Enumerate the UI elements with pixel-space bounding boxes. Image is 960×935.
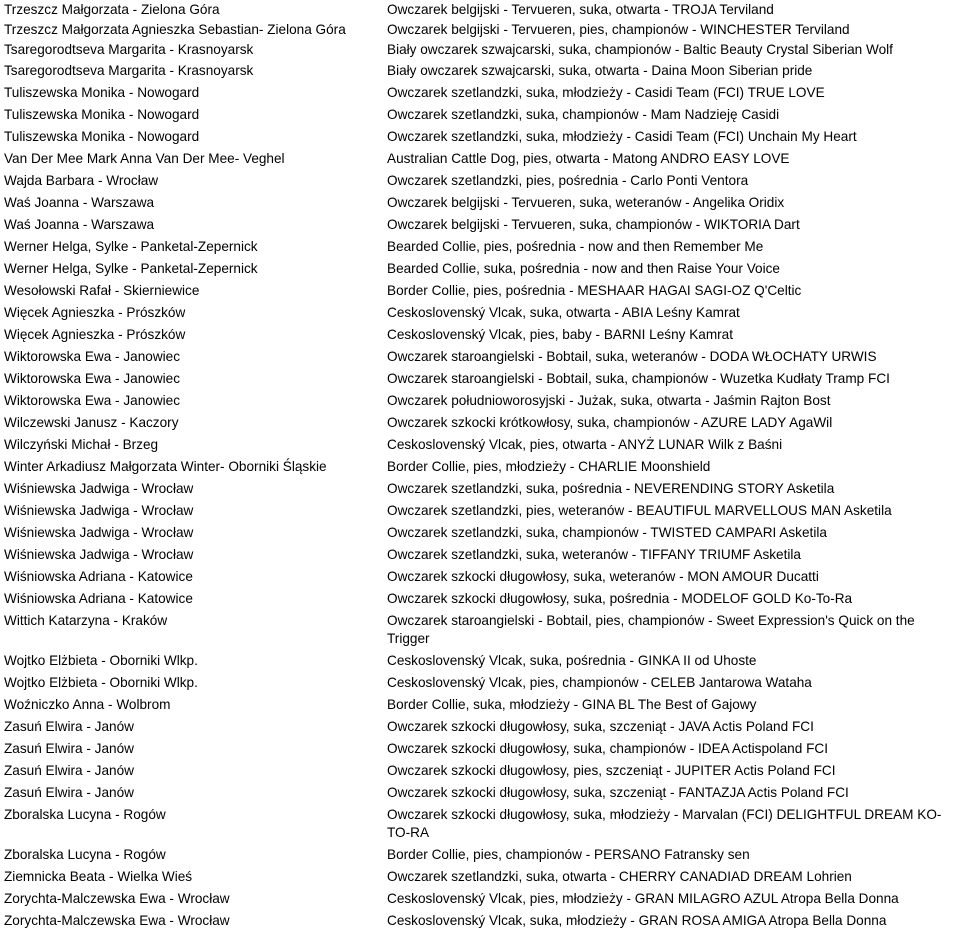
- owner-name: Tuliszewska Monika - Nowogard: [4, 107, 200, 122]
- dog-entry: Biały owczarek szwajcarski, suka, championów - Baltic Beauty Crystal Siberian Wolf: [387, 42, 893, 57]
- dog-entry: Owczarek szkocki długowłosy, suka, młodzieży - Marvalan (FCI) DELIGHTFUL DREAM KO-TO-RA: [387, 807, 942, 840]
- dog-entry: Owczarek belgijski - Tervueren, suka, otwarta - TROJA Terviland: [387, 2, 774, 17]
- list-item: [0, 0, 960, 20]
- dog-entry: Bearded Collie, suka, pośrednia - now and then Raise Your Voice: [387, 261, 780, 276]
- dog-entry: Owczarek szetlandzki, suka, młodzieży - Casidi Team (FCI) Unchain My Heart: [387, 129, 857, 144]
- dog-entry: Ceskoslovenský Vlcak, pies, baby - BARNI Leśny Kamrat: [387, 327, 734, 342]
- dog-entry: Border Collie, suka, młodzieży - GINA BL The Best of Gajowy: [387, 697, 757, 712]
- list-item: [0, 738, 960, 760]
- dog-entry: Owczarek szetlandzki, pies, pośrednia - Carlo Ponti Ventora: [387, 173, 749, 188]
- list-item: [0, 694, 960, 716]
- owner-name: Wiśniewska Jadwiga - Wrocław: [4, 525, 194, 540]
- list-item: [0, 324, 960, 346]
- list-item: [0, 302, 960, 324]
- list-item: [0, 126, 960, 148]
- owner-name: Wajda Barbara - Wrocław: [4, 173, 159, 188]
- list-item: [0, 390, 960, 412]
- owner-name: Zorychta-Malczewska Ewa - Wrocław: [4, 913, 230, 928]
- dog-entry: Owczarek staroangielski - Bobtail, suka, championów - Wuzetka Kudłaty Tramp FCI: [387, 371, 890, 386]
- owner-name: Zasuń Elwira - Janów: [4, 719, 134, 734]
- list-item: [0, 20, 960, 40]
- owner-name: Van Der Mee Mark Anna Van Der Mee- Veghel: [4, 151, 285, 166]
- list-item: [0, 236, 960, 258]
- owner-name: Wiśniewska Jadwiga - Wrocław: [4, 547, 194, 562]
- owner-name: Zasuń Elwira - Janów: [4, 785, 134, 800]
- dog-entry: Owczarek belgijski - Tervueren, pies, championów - WINCHESTER Terviland: [387, 22, 850, 37]
- list-item: [0, 434, 960, 456]
- dog-entry: Owczarek szetlandzki, suka, otwarta - CHERRY CANADIAD DREAM Lohrien: [387, 869, 852, 884]
- owner-name: Więcek Agnieszka - Prószków: [4, 327, 186, 342]
- list-item: [0, 40, 960, 60]
- owner-name: Wiśniowska Adriana - Katowice: [4, 591, 193, 606]
- owner-name: Wojtko Elżbieta - Oborniki Wlkp.: [4, 675, 198, 690]
- owner-name: Wojtko Elżbieta - Oborniki Wlkp.: [4, 653, 198, 668]
- list-item: [0, 910, 960, 932]
- list-item: [0, 214, 960, 236]
- list-item: [0, 500, 960, 522]
- list-item: [0, 844, 960, 866]
- owner-name: Werner Helga, Sylke - Panketal-Zepernick: [4, 239, 258, 254]
- list-item: [0, 588, 960, 610]
- dog-entry: Owczarek szetlandzki, suka, młodzieży - Casidi Team (FCI) TRUE LOVE: [387, 85, 825, 100]
- dog-entry: Ceskoslovenský Vlcak, pies, otwarta - ANYŻ LUNAR Wilk z Baśni: [387, 437, 783, 452]
- list-item: [0, 782, 960, 804]
- owner-name: Wiśniowska Adriana - Katowice: [4, 569, 193, 584]
- list-item: [0, 192, 960, 214]
- dog-entry: Ceskoslovenský Vlcak, pies, championów - CELEB Jantarowa Wataha: [387, 675, 812, 690]
- dog-entry: Owczarek szkocki krótkowłosy, suka, championów - AZURE LADY AgaWil: [387, 415, 833, 430]
- dog-entry: Owczarek szetlandzki, suka, pośrednia - NEVERENDING STORY Asketila: [387, 481, 835, 496]
- owner-name: Tsaregorodtseva Margarita - Krasnoyarsk: [4, 63, 254, 78]
- list-item: [0, 170, 960, 192]
- list-item: [0, 346, 960, 368]
- owner-name: Trzeszcz Małgorzata Agnieszka Sebastian- Zielona Góra: [4, 22, 346, 37]
- owner-name: Więcek Agnieszka - Prószków: [4, 305, 186, 320]
- owner-name: Zorychta-Malczewska Ewa - Wrocław: [4, 891, 230, 906]
- dog-entry: Owczarek belgijski - Tervueren, suka, championów - WIKTORIA Dart: [387, 217, 800, 232]
- dog-entry: Owczarek szetlandzki, suka, championów - Mam Nadzieję Casidi: [387, 107, 780, 122]
- list-item: [0, 566, 960, 588]
- dog-entry: Owczarek południoworosyjski - Jużak, suka, otwarta - Jaśmin Rajton Bost: [387, 393, 831, 408]
- dog-entry: Owczarek szkocki długowłosy, suka, pośrednia - MODELOF GOLD Ko-To-Ra: [387, 591, 853, 606]
- owner-name: Wittich Katarzyna - Kraków: [4, 613, 168, 628]
- list-item: [0, 368, 960, 390]
- list-item: [0, 82, 960, 104]
- owner-name: Wiśniewska Jadwiga - Wrocław: [4, 481, 194, 496]
- dog-entry: Biały owczarek szwajcarski, suka, otwarta - Daina Moon Siberian pride: [387, 63, 813, 78]
- dog-entry: Owczarek staroangielski - Bobtail, pies, championów - Sweet Expression's Quick on the Trigger: [387, 613, 915, 646]
- list-item: [0, 760, 960, 782]
- dog-entry: Owczarek szkocki długowłosy, suka, championów - IDEA Actispoland FCI: [387, 741, 828, 756]
- owner-name: Zboralska Lucyna - Rogów: [4, 807, 166, 822]
- dog-entry: Bearded Collie, pies, pośrednia - now and then Remember Me: [387, 239, 764, 254]
- list-item: [0, 672, 960, 694]
- list-item: [0, 866, 960, 888]
- owner-name: Zasuń Elwira - Janów: [4, 741, 134, 756]
- owner-name: Woźniczko Anna - Wolbrom: [4, 697, 171, 712]
- owner-name: Tuliszewska Monika - Nowogard: [4, 129, 200, 144]
- dog-entry: Owczarek staroangielski - Bobtail, suka, weteranów - DODA WŁOCHATY URWIS: [387, 349, 877, 364]
- list-item: [0, 888, 960, 910]
- dog-entry: Owczarek szetlandzki, suka, weteranów - TIFFANY TRIUMF Asketila: [387, 547, 801, 562]
- list-item: [0, 412, 960, 434]
- dog-entry: Owczarek szkocki długowłosy, suka, szczeniąt - JAVA Actis Poland FCI: [387, 719, 814, 734]
- dog-entry: Owczarek szetlandzki, pies, weteranów - BEAUTIFUL MARVELLOUS MAN Asketila: [387, 503, 892, 518]
- dog-entry: Ceskoslovenský Vlcak, suka, pośrednia - GINKA II od Uhoste: [387, 653, 757, 668]
- owner-name: Trzeszcz Małgorzata - Zielona Góra: [4, 2, 220, 17]
- owner-name: Wiktorowska Ewa - Janowiec: [4, 371, 181, 386]
- owner-name: Zboralska Lucyna - Rogów: [4, 847, 166, 862]
- owner-name: Winter Arkadiusz Małgorzata Winter- Oborniki Śląskie: [4, 459, 327, 474]
- dog-entry: Owczarek szkocki długowłosy, suka, szczeniąt - FANTAZJA Actis Poland FCI: [387, 785, 849, 800]
- list-item: [0, 104, 960, 126]
- dog-entry: Australian Cattle Dog, pies, otwarta - Matong ANDRO EASY LOVE: [387, 151, 790, 166]
- list-item: [0, 650, 960, 672]
- list-item: [0, 544, 960, 566]
- list-item: [0, 478, 960, 500]
- owner-name: Waś Joanna - Warszawa: [4, 217, 155, 232]
- dog-entry: Ceskoslovenský Vlcak, suka, młodzieży - GRAN ROSA AMIGA Atropa Bella Donna: [387, 913, 887, 928]
- owner-name: Tuliszewska Monika - Nowogard: [4, 85, 200, 100]
- owner-name: Tsaregorodtseva Margarita - Krasnoyarsk: [4, 42, 254, 57]
- owner-name: Wiktorowska Ewa - Janowiec: [4, 393, 181, 408]
- owner-name: Wilczewski Janusz - Kaczory: [4, 415, 179, 430]
- list-item: [0, 716, 960, 738]
- list-item: [0, 610, 960, 650]
- owner-name: Wiktorowska Ewa - Janowiec: [4, 349, 181, 364]
- dog-entry: Border Collie, pies, młodzieży - CHARLIE Moonshield: [387, 459, 711, 474]
- dog-entry: Owczarek szetlandzki, suka, championów - TWISTED CAMPARI Asketila: [387, 525, 827, 540]
- dog-entry: Owczarek szkocki długowłosy, pies, szczeniąt - JUPITER Actis Poland FCI: [387, 763, 836, 778]
- list-item: [0, 280, 960, 302]
- list-item: [0, 258, 960, 280]
- owner-name: Wiśniewska Jadwiga - Wrocław: [4, 503, 194, 518]
- owner-name: Ziemnicka Beata - Wielka Wieś: [4, 869, 193, 884]
- owner-name: Wilczyński Michał - Brzeg: [4, 437, 159, 452]
- list-item: [0, 148, 960, 170]
- owner-name: Wesołowski Rafał - Skierniewice: [4, 283, 200, 298]
- dog-entry: Border Collie, pies, pośrednia - MESHAAR HAGAI SAGI-OZ Q'Celtic: [387, 283, 802, 298]
- dog-entry: Border Collie, pies, championów - PERSANO Fatransky sen: [387, 847, 750, 862]
- list-item: [0, 60, 960, 82]
- list-item: [0, 804, 960, 844]
- owner-name: Zasuń Elwira - Janów: [4, 763, 134, 778]
- dog-entry: Ceskoslovenský Vlcak, pies, młodzieży - GRAN MILAGRO AZUL Atropa Bella Donna: [387, 891, 899, 906]
- dog-entry: Owczarek belgijski - Tervueren, suka, weteranów - Angelika Oridix: [387, 195, 785, 210]
- dog-entry: Owczarek szkocki długowłosy, suka, weteranów - MON AMOUR Ducatti: [387, 569, 819, 584]
- owner-name: Waś Joanna - Warszawa: [4, 195, 155, 210]
- owner-name: Werner Helga, Sylke - Panketal-Zepernick: [4, 261, 258, 276]
- list-item: [0, 456, 960, 478]
- list-item: [0, 522, 960, 544]
- dog-entry: Ceskoslovenský Vlcak, suka, otwarta - ABIA Leśny Kamrat: [387, 305, 740, 320]
